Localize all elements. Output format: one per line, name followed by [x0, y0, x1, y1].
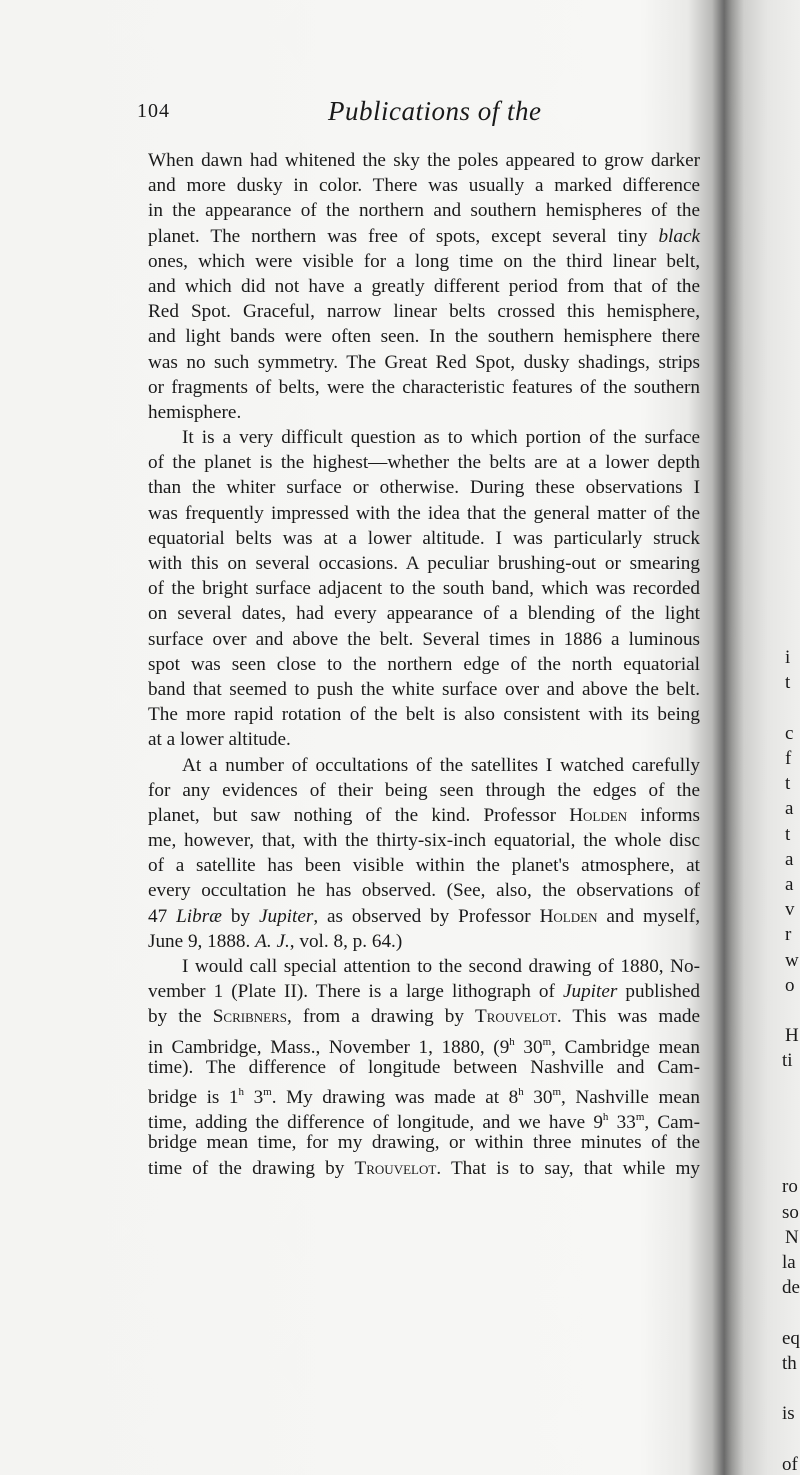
text-line: [148, 475, 700, 500]
text-line: [148, 702, 700, 727]
text-line: [148, 324, 700, 349]
text-line: [148, 375, 700, 400]
italic-text: Jupiter: [258, 905, 314, 927]
text-run: The more rapid rotation of the belt is also consistent with its being: [148, 704, 700, 726]
text-line: [148, 1055, 700, 1080]
superscript: m: [635, 1111, 645, 1124]
text-line: [148, 274, 700, 299]
text-line: [148, 576, 700, 601]
text-run: June 9, 1888.: [148, 930, 256, 952]
text-line: [148, 551, 700, 576]
text-line: [148, 173, 700, 198]
text-line: [148, 627, 700, 652]
superscript: h: [518, 1085, 524, 1098]
facing-page-fragment: de: [782, 1277, 800, 1299]
text-run: on several dates, had every appearance of a blending of the light: [148, 603, 700, 625]
text-run: band that seemed to push the white surface over and above the belt.: [148, 678, 700, 700]
text-run: of the bright surface adjacent to the south band, which was recorded: [148, 578, 700, 600]
facing-page-fragment: th: [782, 1352, 797, 1374]
text-line: [148, 249, 700, 274]
small-caps-text: Holden: [569, 804, 628, 826]
text-run: ones, which were visible for a long time on the third linear belt,: [148, 250, 700, 272]
text-line: [148, 954, 700, 979]
text-run: by: [221, 905, 259, 927]
text-run: by the: [148, 1006, 213, 1028]
text-line: [148, 803, 700, 828]
italic-text: black: [658, 225, 700, 247]
text-run: was frequently impressed with the idea that the general matter of the: [148, 502, 700, 524]
text-run: and which did not have a greatly different period from that of the: [148, 275, 700, 297]
text-run: 33: [608, 1112, 636, 1134]
small-caps-text: Trouvelot: [354, 1157, 437, 1179]
facing-page-fragment: ro: [782, 1176, 798, 1198]
text-line: [148, 904, 700, 929]
running-title: Publications of the: [328, 96, 542, 126]
facing-page-fragment: N: [785, 1226, 799, 1248]
text-run: of a satellite has been visible within the planet's atmosphere, at: [148, 855, 700, 877]
text-line: [148, 828, 700, 853]
facing-page-fragment: t: [785, 773, 791, 795]
text-run: hemisphere.: [148, 401, 242, 423]
text-run: When dawn had whitened the sky the poles appeared to grow darker: [148, 150, 700, 171]
text-run: every occultation he has observed. (See, also, the observations of: [148, 880, 700, 902]
text-run: surface over and above the belt. Several times in 1886 a luminous: [148, 628, 700, 650]
text-run: bridge mean time, for my drawing, or within three minutes of the: [148, 1132, 700, 1154]
facing-page-fragment: r: [785, 924, 792, 946]
text-run: . That is to say, that while my: [436, 1157, 700, 1179]
superscript: h: [238, 1085, 245, 1098]
text-run: . This was made: [556, 1006, 700, 1028]
text-run: me, however, that, with the thirty-six-inch equatorial, the whole disc: [148, 830, 700, 852]
facing-page-fragment: so: [782, 1201, 799, 1223]
text-run: 30: [523, 1086, 553, 1108]
text-run: or fragments of belts, were the characteristic features of the southern: [148, 376, 700, 398]
italic-text: Jupiter: [562, 981, 618, 1003]
text-line: [148, 652, 700, 677]
text-run: in the appearance of the northern and southern hemispheres of the: [148, 200, 700, 222]
text-run: spot was seen close to the northern edge of the north equatorial: [148, 653, 700, 675]
italic-text: Libræ: [176, 905, 222, 927]
facing-page-fragment: v: [785, 899, 795, 921]
facing-page-fragment: t: [785, 672, 791, 694]
superscript: m: [542, 1035, 552, 1048]
text-line: [148, 400, 700, 425]
small-caps-text: Trouvelot: [475, 1006, 557, 1028]
italic-text: A. J.: [255, 930, 290, 952]
text-run: It is a very difficult question as to which portion of the surface: [182, 427, 700, 449]
facing-page-fragment: o: [785, 974, 795, 996]
text-line: [148, 929, 700, 954]
facing-page-fragment: t: [785, 823, 791, 845]
small-caps-text: Holden: [539, 905, 598, 927]
facing-page-fragment: eq: [782, 1327, 800, 1349]
text-run: 47: [148, 905, 177, 927]
facing-page-fragment: a: [785, 798, 794, 820]
facing-page-fragment: H: [785, 1025, 799, 1047]
text-line: [148, 224, 700, 249]
text-run: and more dusky in color. There was usually a marked difference: [148, 175, 700, 197]
text-line: [148, 753, 700, 778]
facing-page-fragment: la: [782, 1252, 796, 1273]
text-run: bridge is 1: [148, 1086, 239, 1108]
superscript: h: [509, 1035, 515, 1048]
text-line: [148, 450, 700, 475]
text-line: [148, 853, 700, 878]
text-run: informs: [627, 804, 700, 826]
text-run: planet. The northern was free of spots, except several tiny: [148, 225, 659, 247]
text-line: [148, 677, 700, 702]
text-line: [148, 1030, 701, 1058]
text-run: vember 1 (Plate II). There is a large lithograph of: [148, 981, 563, 1003]
text-line: [148, 979, 700, 1004]
facing-page-edge: [760, 0, 800, 1475]
text-run: At a number of occultations of the satellites I watched carefully: [182, 754, 700, 776]
text-line: [148, 198, 700, 223]
facing-page-fragment: w: [785, 949, 799, 971]
facing-page-fragment: ti: [782, 1050, 793, 1072]
text-run: time of the drawing by: [148, 1157, 355, 1179]
text-run: with this on several occasions. A peculiar brushing-out or smearing: [148, 553, 700, 574]
text-run: of the planet is the highest—whether the belts are at a lower depth: [148, 452, 700, 474]
text-run: , from a drawing by: [287, 1006, 476, 1028]
text-line: [148, 425, 700, 450]
superscript: m: [552, 1085, 562, 1098]
text-line: [148, 350, 700, 375]
text-line: [148, 1130, 700, 1155]
text-run: time). The difference of longitude between Nashville and Cam-: [148, 1056, 700, 1078]
facing-page-fragment: a: [785, 874, 794, 895]
text-run: published: [617, 981, 700, 1003]
text-run: for any evidences of their being seen through the edges of the: [148, 779, 700, 801]
text-run: Red Spot. Graceful, narrow linear belts crossed this hemisphere,: [148, 301, 700, 323]
text-run: 3: [244, 1086, 264, 1108]
facing-page-fragment: a: [785, 848, 794, 870]
text-line: [148, 1156, 700, 1181]
text-run: and myself,: [597, 905, 700, 927]
text-line: [148, 501, 700, 526]
facing-page-fragment: f: [785, 748, 792, 769]
facing-page-fragment: is: [782, 1403, 795, 1425]
text-line: [148, 1105, 700, 1134]
text-run: I would call special attention to the second drawing of 1880, No-: [182, 956, 700, 977]
text-run: , Cam-: [644, 1112, 700, 1134]
text-run: , Cambridge mean: [551, 1036, 701, 1058]
text-run: planet, but saw nothing of the kind. Professor: [148, 804, 570, 826]
page-number: 104: [137, 100, 170, 122]
text-run: , as observed by Professor: [313, 905, 540, 927]
text-run: time, adding the difference of longitude, and we have 9: [148, 1112, 603, 1134]
text-line: [148, 778, 700, 803]
facing-page-fragment: of: [782, 1453, 798, 1475]
text-line: [148, 727, 700, 752]
text-line: [148, 148, 700, 173]
text-run: equatorial belts was at a lower altitude. I was particularly struck: [148, 527, 700, 549]
superscript: h: [602, 1111, 609, 1124]
superscript: m: [263, 1085, 272, 1098]
text-run: , vol. 8, p. 64.): [289, 930, 403, 952]
text-run: and light bands were often seen. In the southern hemisphere there: [148, 326, 700, 348]
text-line: [148, 1004, 700, 1029]
body-text: [148, 148, 700, 1181]
text-run: was no such symmetry. The Great Red Spot, dusky shadings, strips: [148, 351, 700, 373]
facing-page-fragment: i: [785, 647, 791, 669]
text-line: [148, 526, 700, 551]
text-line: [148, 299, 700, 324]
text-run: . My drawing was made at 8: [271, 1086, 519, 1108]
text-run: in Cambridge, Mass., November 1, 1880, (9: [148, 1036, 510, 1058]
text-line: [148, 1080, 701, 1108]
small-caps-text: Scribners: [212, 1006, 288, 1028]
text-run: 30: [514, 1036, 543, 1058]
text-line: [148, 601, 700, 626]
text-line: [148, 878, 700, 903]
text-run: at a lower altitude.: [148, 729, 291, 751]
facing-page-fragment: c: [785, 722, 794, 744]
text-run: than the whiter surface or otherwise. During these observations I: [148, 477, 700, 499]
text-run: , Nashville mean: [561, 1086, 701, 1108]
